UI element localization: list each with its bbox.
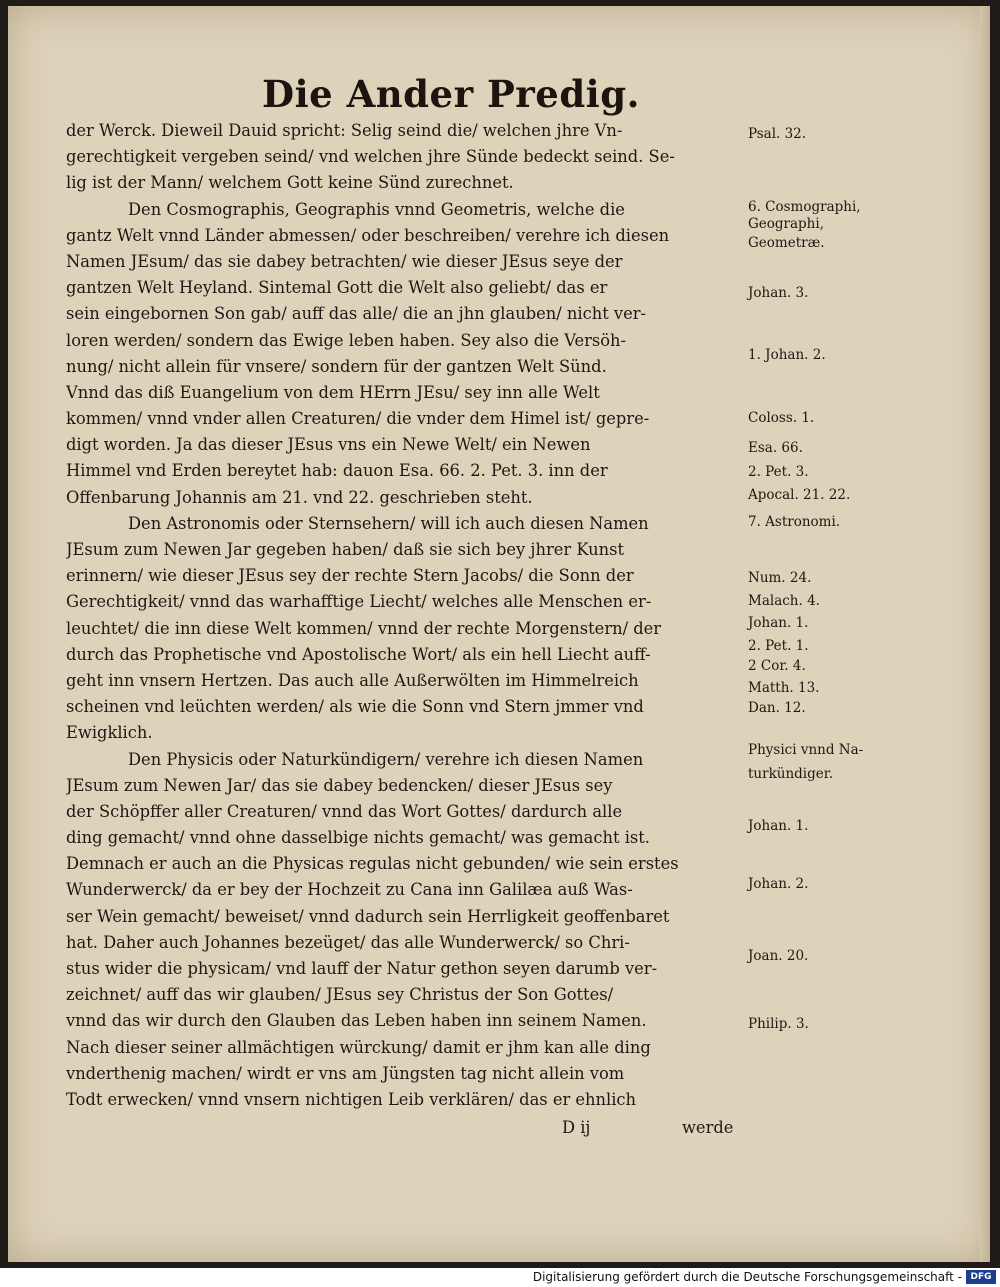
margin-note-cosmographi: 6. Cosmographi, [748,199,861,215]
text-line: gerechtigkeit vergeben seind/ vnd welchen jhre Sünde bedeckt seind. Se- [66,147,675,167]
text-line: zeichnet/ auff das wir glauben/ JEsus sey Christus der Son Gottes/ [66,985,614,1005]
text-line: ding gemacht/ vnnd ohne dasselbige nichts gemacht/ was gemacht ist. [66,828,650,848]
page-edge [980,6,990,1262]
text-line: Offenbarung Johannis am 21. vnd 22. geschrieben steht. [66,487,533,507]
margin-note-philip3: Philip. 3. [748,1016,809,1032]
text-line: Wunderwerck/ da er bey der Hochzeit zu Cana inn Galilæa auß Was- [66,880,633,900]
text-line: nung/ nicht allein für vnsere/ sondern für der gantzen Welt Sünd. [66,356,607,376]
text-line: Ewigklich. [66,723,153,743]
margin-note-astronomi: 7. Astronomi. [748,514,841,530]
margin-note-apocal: Apocal. 21. 22. [748,487,851,503]
text-line: Namen JEsum/ das sie dabey betrachten/ wie dieser JEsus seye der [66,251,623,271]
text-line: erinnern/ wie dieser JEsus sey der rechte Stern Jacobs/ die Sonn der [66,566,634,586]
signature-mark: D ij [562,1118,591,1138]
text-line: leuchtet/ die inn diese Welt kommen/ vnnd der rechte Morgenstern/ der [66,618,662,638]
digitization-footer [0,1268,1000,1287]
body-text [66,118,744,1143]
text-line: Den Cosmographis, Geographis vnnd Geometris, welche die [128,199,625,219]
text-line: Nach dieser seiner allmächtigen würckung/ damit er jhm kan alle ding [66,1037,651,1057]
text-line: stus wider die physicam/ vnd lauff der Natur gethon seyen darumb ver- [66,959,658,978]
text-line: JEsum zum Newen Jar gegeben haben/ daß sie sich bey jhrer Kunst [66,540,624,559]
text-line: vnderthenig machen/ wirdt er vns am Jüngsten tag nicht allein vom [66,1063,625,1083]
margin-note-joan20: Joan. 20. [748,948,809,964]
text-line: scheinen vnd leüchten werden/ als wie die Sonn vnd Stern jmmer vnd [66,697,644,717]
text-line: lig ist der Mann/ welchem Gott keine Sünd zurechnet. [66,173,514,193]
margin-note-malach4: Malach. 4. [748,593,820,609]
margin-note-naturkuendiger: turkündiger. [748,766,833,782]
text-line: kommen/ vnnd vnder allen Creaturen/ die vnder dem Himel ist/ gepre- [66,409,650,429]
margin-note-1johan2: 1. Johan. 2. [748,347,826,363]
margin-note-psal32: Psal. 32. [748,126,807,142]
margin-note-matth13: Matth. 13. [748,680,820,696]
catchword: werde [682,1118,734,1138]
text-line: ser Wein gemacht/ beweiset/ vnnd dadurch sein Herrligkeit geoffenbaret [66,906,670,926]
margin-note-physici: Physici vnnd Na- [748,742,864,758]
text-line: gantzen Welt Heyland. Sintemal Gott die Welt also geliebt/ das er [66,278,608,298]
text-line: durch das Prophetische vnd Apostolische Wort/ als ein hell Liecht auff- [66,644,651,664]
margin-note-dan12: Dan. 12. [748,700,806,716]
text-line: hat. Daher auch Johannes bezeüget/ das alle Wunderwerck/ so Chri- [66,932,630,952]
text-line: Den Astronomis oder Sternsehern/ will ich auch diesen Namen [128,513,649,533]
text-line: der Werck. Dieweil Dauid spricht: Selig seind die/ welchen jhre Vn- [66,121,623,140]
margin-note-johan3: Johan. 3. [748,285,809,301]
dfg-credit-text: Digitalisierung gefördert durch die Deutsche Forschungsgemeinschaft - [532,1270,962,1284]
text-line: Vnnd das diß Euangelium von dem HErrn JEsu/ sey inn alle Welt [66,382,600,402]
margin-note-geometrae: Geometræ. [748,235,825,251]
margin-note-geographi: Geographi, [748,216,824,232]
text-line: geht inn vnsern Hertzen. Das auch alle Außerwölten im Himmelreich [66,670,639,690]
text-line: digt worden. Ja das dieser JEsus vns ein Newe Welt/ ein Newen [66,435,591,455]
margin-note-esa66: Esa. 66. [748,440,803,456]
signature-row [66,1113,744,1143]
text-line: gantz Welt vnnd Länder abmessen/ oder beschreiben/ verehre ich diesen [66,225,670,245]
text-line: vnnd das wir durch den Glauben das Leben haben inn seinem Namen. [66,1011,647,1031]
text-line: JEsum zum Newen Jar/ das sie dabey bedencken/ dieser JEsus sey [66,775,613,795]
text-line: Todt erwecken/ vnnd vnsern nichtigen Leib verklären/ das er ehnlich [66,1089,637,1109]
margin-note-2pet1: 2. Pet. 1. [748,638,809,654]
text-line: Gerechtigkeit/ vnnd das warhafftige Liecht/ welches alle Menschen er- [66,592,652,612]
dfg-logo: DFG [966,1270,996,1284]
text-line: loren werden/ sondern das Ewige leben haben. Sey also die Versöh- [66,330,627,350]
margin-note-johan1a: Johan. 1. [748,615,809,631]
margin-note-num24: Num. 24. [748,570,812,586]
margin-note-2cor4: 2 Cor. 4. [748,658,806,674]
margin-note-johan2: Johan. 2. [748,876,809,892]
margin-note-coloss1: Coloss. 1. [748,410,815,426]
text-line: der Schöpffer aller Creaturen/ vnnd das Wort Gottes/ dardurch alle [66,801,623,821]
margin-note-johan1b: Johan. 1. [748,818,809,834]
text-line: sein eingebornen Son gab/ auff das alle/ die an jhn glauben/ nicht ver- [66,304,647,324]
text-line: Den Physicis oder Naturkündigern/ verehre ich diesen Namen [128,749,644,769]
margin-note-2pet3: 2. Pet. 3. [748,464,809,480]
text-line: Demnach er auch an die Physicas regulas nicht gebunden/ wie sein erstes [66,854,679,874]
text-line: Himmel vnd Erden bereytet hab: dauon Esa. 66. 2. Pet. 3. inn der [66,461,608,481]
running-header: Die Ander Predig. [262,72,640,116]
